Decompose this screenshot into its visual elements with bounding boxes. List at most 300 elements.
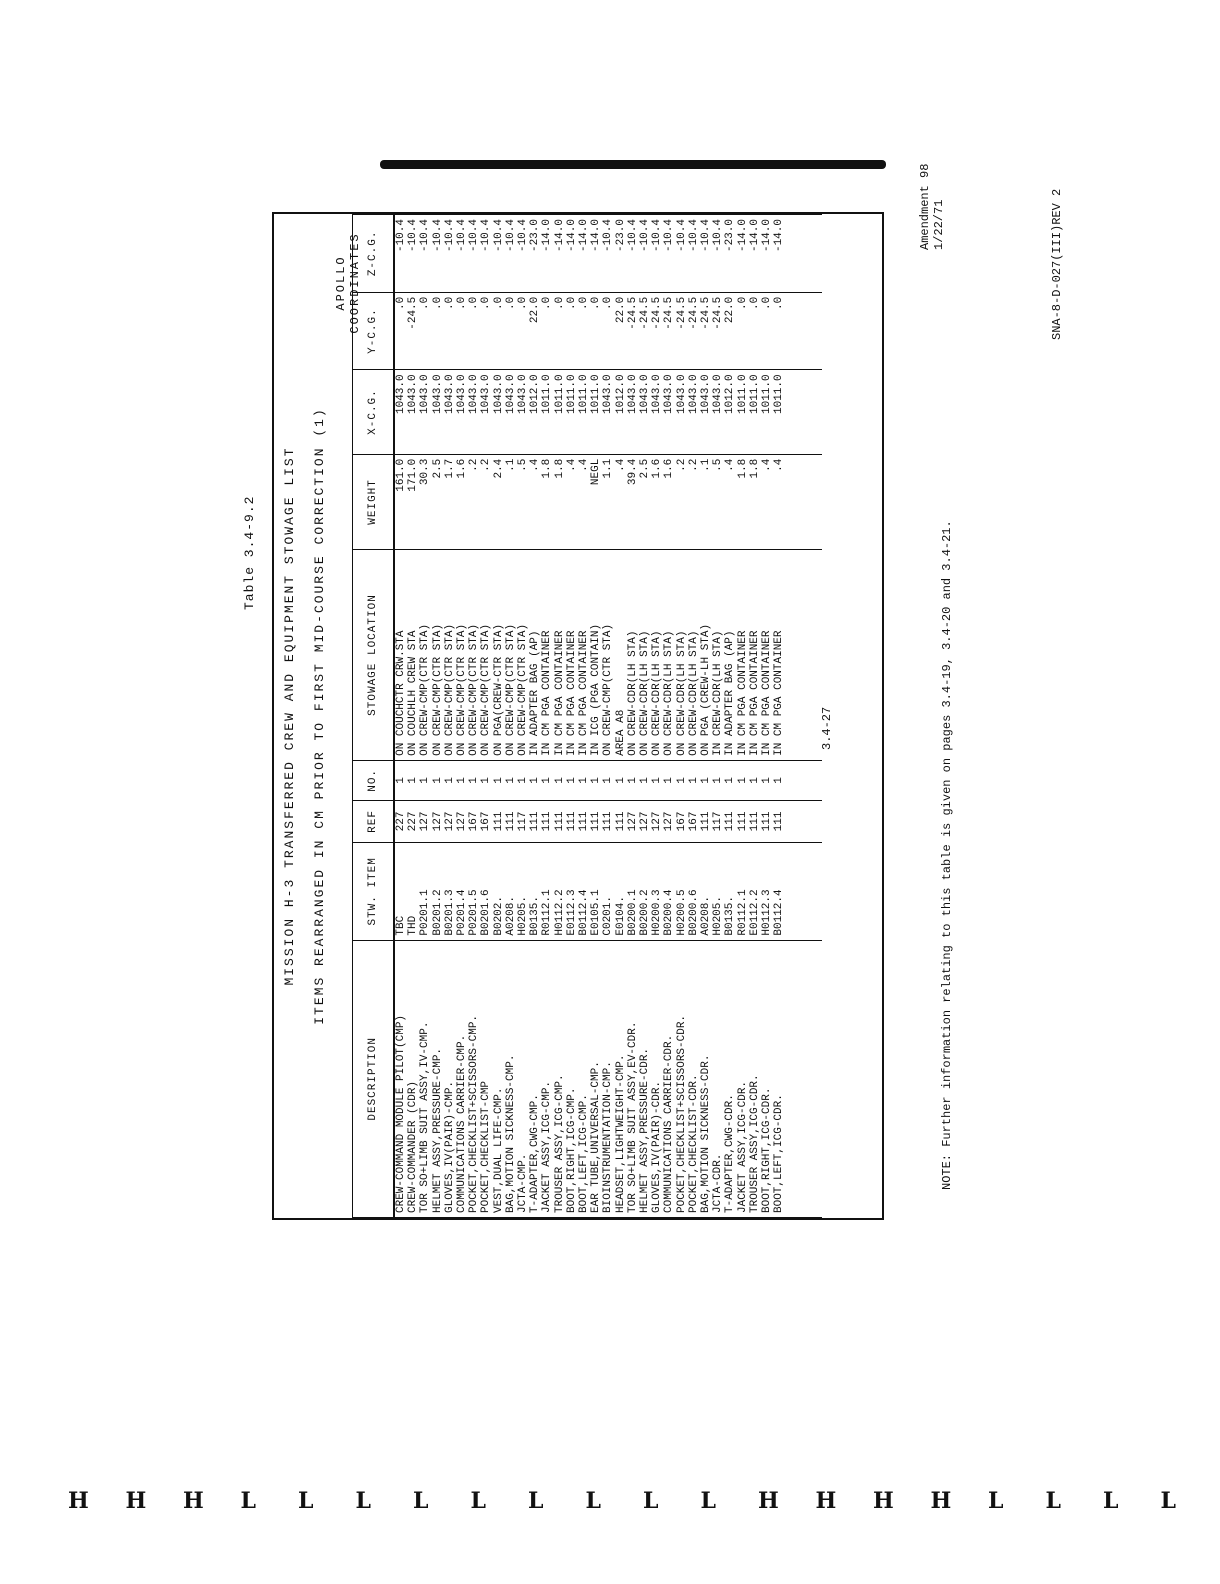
cell-no: 1 (712, 760, 724, 800)
footer-mark: L (413, 1488, 429, 1514)
cell-stowage-location: IN ADAPTER BAG (AP) (529, 550, 541, 761)
col-stowage-location: STOWAGE LOCATION (353, 550, 395, 761)
cell-z-cg: -10.4 (480, 215, 492, 293)
cell-x-cg: 1043.0 (663, 370, 675, 454)
cell-description: BOOT,LEFT,ICG-CMP. (578, 940, 590, 1217)
table-row (602, 215, 614, 1218)
cell-ref: 111 (773, 800, 785, 842)
cell-stw-item: B0200.2 (639, 843, 651, 941)
cell-x-cg: 1043.0 (444, 370, 456, 454)
col-weight: WEIGHT (353, 454, 395, 549)
cell-z-cg: -10.4 (700, 215, 712, 293)
cell-stowage-location: IN CREW-CDR(LH STA) (712, 550, 724, 761)
cell-x-cg: 1043.0 (651, 370, 663, 454)
cell-stowage-location: ON PGA (CREW-LH STA) (700, 550, 712, 761)
cell-x-cg: 1011.0 (749, 370, 761, 454)
cell-z-cg: -14.0 (761, 215, 773, 293)
cell-x-cg: 1043.0 (394, 370, 407, 454)
cell-x-cg: 1043.0 (700, 370, 712, 454)
cell-stowage-location: IN CM PGA CONTAINER (541, 550, 553, 761)
cell-z-cg: -10.4 (419, 215, 431, 293)
cell-x-cg: 1011.0 (578, 370, 590, 454)
cell-no: 1 (590, 760, 602, 800)
cell-stowage-location: ON CREW-CDR(LH STA) (663, 550, 675, 761)
cell-x-cg: 1043.0 (627, 370, 639, 454)
table-row (505, 215, 517, 1218)
cell-z-cg: -10.4 (663, 215, 675, 293)
footer-mark: H (930, 1488, 952, 1514)
table-padding-row (786, 215, 822, 1218)
amendment-block (918, 164, 946, 250)
cell-x-cg: 1012.0 (615, 370, 627, 454)
cell-stowage-location: ON CREW-CMP(CTR STA) (444, 550, 456, 761)
cell-no: 1 (541, 760, 553, 800)
cell-ref: 111 (554, 800, 566, 842)
cell-y-cg: .0 (541, 292, 553, 370)
cell-z-cg: -14.0 (578, 215, 590, 293)
cell-no: 1 (602, 760, 614, 800)
cell-ref: 111 (761, 800, 773, 842)
table-number: Table 3.4-9.2 (242, 495, 257, 610)
cell-stw-item: A0208. (505, 843, 517, 941)
cell-ref: 227 (394, 800, 407, 842)
cell-weight: 2.5 (432, 454, 444, 549)
cell-description: JACKET ASSY,ICG-CMP. (541, 940, 553, 1217)
table-row (432, 215, 444, 1218)
col-x-cg: X-C.G. (353, 370, 395, 454)
table-row (651, 215, 663, 1218)
cell-x-cg: 1011.0 (566, 370, 578, 454)
table-row (724, 215, 736, 1218)
cell-stowage-location: ON PGA(CREW-CTR STA) (493, 550, 505, 761)
cell-ref: 111 (566, 800, 578, 842)
cell-weight: .4 (529, 454, 541, 549)
cell-no: 1 (676, 760, 688, 800)
cell-y-cg: -24.5 (663, 292, 675, 370)
coordinates-header: APOLLO COORDINATES (334, 232, 362, 334)
cell-y-cg: .0 (749, 292, 761, 370)
cell-z-cg: -10.4 (676, 215, 688, 293)
cell-ref: 167 (676, 800, 688, 842)
cell-description: VEST,DUAL LIFE-CMP. (493, 940, 505, 1217)
table-row (419, 215, 431, 1218)
cell-stw-item: B0112.4 (773, 843, 785, 941)
cell-no: 1 (517, 760, 529, 800)
cell-y-cg: -24.5 (639, 292, 651, 370)
cell-no: 1 (639, 760, 651, 800)
cell-weight: 39.4 (627, 454, 639, 549)
cell-ref: 127 (419, 800, 431, 842)
footer-mark: H (125, 1488, 147, 1514)
cell-ref: 117 (517, 800, 529, 842)
cell-weight: 1.1 (602, 454, 614, 549)
cell-no: 1 (407, 760, 419, 800)
cell-x-cg: 1043.0 (432, 370, 444, 454)
cell-stw-item: E0104. (615, 843, 627, 941)
cell-z-cg: -10.4 (468, 215, 480, 293)
footer-marks (0, 1488, 1220, 1512)
cell-y-cg: .0 (566, 292, 578, 370)
cell-y-cg: .0 (578, 292, 590, 370)
footer-mark: L (240, 1488, 256, 1514)
footer-mark: H (758, 1488, 779, 1514)
cell-no: 1 (554, 760, 566, 800)
cell-weight: .5 (712, 454, 724, 549)
cell-description: BIOINSTRUMENTATION-CMP. (602, 940, 614, 1217)
cell-no: 1 (737, 760, 749, 800)
cell-z-cg: -10.4 (651, 215, 663, 293)
cell-stowage-location: IN CM PGA CONTAINER (737, 550, 749, 761)
table-row (761, 215, 773, 1218)
cell-y-cg: -24.5 (700, 292, 712, 370)
cell-x-cg: 1011.0 (554, 370, 566, 454)
col-ref: REF (353, 800, 395, 842)
cell-z-cg: -10.4 (394, 215, 407, 293)
cell-y-cg: .0 (432, 292, 444, 370)
table-row (773, 215, 785, 1218)
cell-stowage-location: ON CREW-CDR(LH STA) (688, 550, 700, 761)
amendment-line: Amendment 98 (918, 163, 932, 250)
cell-stowage-location: IN CM PGA CONTAINER (761, 550, 773, 761)
footer-mark: H (873, 1488, 894, 1514)
footer-mark: L (1045, 1488, 1061, 1514)
cell-weight: 161.0 (394, 454, 407, 549)
cell-no: 1 (505, 760, 517, 800)
cell-z-cg: -10.4 (407, 215, 419, 293)
cell-ref: 127 (627, 800, 639, 842)
cell-no: 1 (749, 760, 761, 800)
cell-weight: 1.6 (663, 454, 675, 549)
cell-ref: 111 (602, 800, 614, 842)
cell-stowage-location: ON COUCHLH CREW STA (407, 550, 419, 761)
table-row (590, 215, 602, 1218)
cell-description: POCKET,CHECKLIST-CMP (480, 940, 492, 1217)
cell-y-cg: -24.5 (688, 292, 700, 370)
cell-z-cg: -10.4 (602, 215, 614, 293)
cell-weight: .1 (505, 454, 517, 549)
cell-z-cg: -10.4 (517, 215, 529, 293)
cell-no: 1 (663, 760, 675, 800)
cell-y-cg: .0 (554, 292, 566, 370)
cell-stw-item: E0105.1 (590, 843, 602, 941)
cell-ref: 111 (615, 800, 627, 842)
page-number: 3.4-27 (820, 706, 834, 750)
cell-description: TROUSER ASSY,ICG-CMP. (554, 940, 566, 1217)
footer-mark: L (988, 1488, 1004, 1514)
cell-description: JACKET ASSY,ICG-CDR. (737, 940, 749, 1217)
footer-mark: H (183, 1488, 204, 1514)
cell-no: 1 (468, 760, 480, 800)
cell-ref: 167 (480, 800, 492, 842)
cell-stowage-location: ON CREW-CMP(CTR STA) (480, 550, 492, 761)
cell-description: COMMUNICATIONS CARRIER-CMP. (456, 940, 468, 1217)
cell-ref: 111 (541, 800, 553, 842)
table-subtitle: ITEMS REARRANGED IN CM PRIOR TO FIRST MID-COURSE CORRECTION (1) (312, 407, 327, 1025)
cell-weight: 1.6 (456, 454, 468, 549)
cell-ref: 127 (663, 800, 675, 842)
cell-stowage-location: ON CREW-CDR(LH STA) (639, 550, 651, 761)
table-row (688, 215, 700, 1218)
cell-stowage-location: ON CREW-CMP(CTR STA) (432, 550, 444, 761)
cell-y-cg: -24.5 (676, 292, 688, 370)
cell-weight: 171.0 (407, 454, 419, 549)
cell-weight: 1.8 (541, 454, 553, 549)
cell-no: 1 (773, 760, 785, 800)
cell-x-cg: 1011.0 (541, 370, 553, 454)
cell-stw-item: E0112.3 (566, 843, 578, 941)
cell-description: JCTA-CMP. (517, 940, 529, 1217)
cell-weight: .2 (688, 454, 700, 549)
table-body (394, 215, 822, 1218)
cell-y-cg: .0 (590, 292, 602, 370)
cell-weight: 2.4 (493, 454, 505, 549)
table-row (541, 215, 553, 1218)
cell-ref: 111 (529, 800, 541, 842)
cell-stowage-location: ON CREW-CMP(CTR STA) (517, 550, 529, 761)
cell-stowage-location: ON CREW-CDR(LH STA) (627, 550, 639, 761)
cell-weight: 1.7 (444, 454, 456, 549)
cell-stw-item: H0205. (517, 843, 529, 941)
cell-x-cg: 1043.0 (407, 370, 419, 454)
cell-y-cg: 22.0 (529, 292, 541, 370)
cell-no: 1 (700, 760, 712, 800)
table-row (749, 215, 761, 1218)
cell-x-cg: 1011.0 (590, 370, 602, 454)
cell-no: 1 (432, 760, 444, 800)
cell-ref: 127 (651, 800, 663, 842)
col-no: NO. (353, 760, 395, 800)
cell-z-cg: -23.0 (615, 215, 627, 293)
cell-description: GLOVES,IV(PAIR)-CDR. (651, 940, 663, 1217)
cell-y-cg: .0 (505, 292, 517, 370)
footer-mark: L (528, 1488, 544, 1514)
cell-no: 1 (651, 760, 663, 800)
cell-y-cg: .0 (480, 292, 492, 370)
cell-stowage-location: AREA A8 (615, 550, 627, 761)
footer-mark: L (643, 1488, 659, 1514)
cell-weight: NEGL (590, 454, 602, 549)
cell-description: COMMUNICATIONS CARRIER-CDR. (663, 940, 675, 1217)
cell-ref: 167 (688, 800, 700, 842)
cell-x-cg: 1012.0 (724, 370, 736, 454)
cell-ref: 111 (505, 800, 517, 842)
cell-stowage-location: ON CREW-CDR(LH STA) (651, 550, 663, 761)
cell-description: POCKET,CHECKLIST-CDR. (688, 940, 700, 1217)
cell-stw-item: P0201.5 (468, 843, 480, 941)
cell-no: 1 (578, 760, 590, 800)
cell-x-cg: 1043.0 (602, 370, 614, 454)
cell-no: 1 (456, 760, 468, 800)
table-row (712, 215, 724, 1218)
note: NOTE: Further information relating to this table is given on pages 3.4-19, 3.4-20 and 3.4-21. (940, 520, 954, 1190)
cell-z-cg: -10.4 (712, 215, 724, 293)
cell-ref: 111 (578, 800, 590, 842)
cell-z-cg: -23.0 (724, 215, 736, 293)
cell-stw-item: B0201.2 (432, 843, 444, 941)
cell-ref: 127 (432, 800, 444, 842)
cell-z-cg: -10.4 (627, 215, 639, 293)
cell-ref: 117 (712, 800, 724, 842)
cell-x-cg: 1011.0 (773, 370, 785, 454)
cell-description: CREW-COMMANDER (CDR) (407, 940, 419, 1217)
cell-no: 1 (615, 760, 627, 800)
footer-mark: L (355, 1488, 371, 1514)
cell-z-cg: -14.0 (737, 215, 749, 293)
col-description: DESCRIPTION (353, 940, 395, 1217)
cell-y-cg: .0 (493, 292, 505, 370)
table-row (627, 215, 639, 1218)
cell-x-cg: 1043.0 (676, 370, 688, 454)
cell-x-cg: 1011.0 (737, 370, 749, 454)
cell-stw-item: H0205. (712, 843, 724, 941)
cell-weight: .4 (761, 454, 773, 549)
cell-stw-item: B0135. (724, 843, 736, 941)
cell-no: 1 (394, 760, 407, 800)
cell-y-cg: .0 (773, 292, 785, 370)
cell-z-cg: -10.4 (505, 215, 517, 293)
cell-description: GLOVES,IV(PAIR)-CMP. (444, 940, 456, 1217)
cell-x-cg: 1043.0 (493, 370, 505, 454)
cell-y-cg: -24.5 (712, 292, 724, 370)
table-row (407, 215, 419, 1218)
cell-z-cg: -10.4 (493, 215, 505, 293)
cell-stw-item: B0200.1 (627, 843, 639, 941)
cell-stw-item: A0208. (700, 843, 712, 941)
cell-weight: 30.3 (419, 454, 431, 549)
cell-y-cg: .0 (517, 292, 529, 370)
table-row (456, 215, 468, 1218)
cell-x-cg: 1043.0 (712, 370, 724, 454)
footer-mark: H (68, 1488, 89, 1514)
cell-x-cg: 1043.0 (517, 370, 529, 454)
cell-x-cg: 1043.0 (480, 370, 492, 454)
cell-ref: 127 (456, 800, 468, 842)
cell-y-cg: .0 (761, 292, 773, 370)
cell-weight: .2 (480, 454, 492, 549)
cell-stw-item: B0135. (529, 843, 541, 941)
cell-stw-item: B0200.6 (688, 843, 700, 941)
cell-z-cg: -14.0 (773, 215, 785, 293)
cell-x-cg: 1011.0 (761, 370, 773, 454)
cell-stw-item: B0201.6 (480, 843, 492, 941)
cell-x-cg: 1043.0 (639, 370, 651, 454)
cell-ref: 111 (493, 800, 505, 842)
cell-description: POCKET,CHECKLIST+SCISSORS-CDR. (676, 940, 688, 1217)
table-row (444, 215, 456, 1218)
cell-x-cg: 1043.0 (419, 370, 431, 454)
cell-ref: 111 (737, 800, 749, 842)
cell-ref: 111 (724, 800, 736, 842)
cell-z-cg: -14.0 (554, 215, 566, 293)
table-row (700, 215, 712, 1218)
cell-y-cg: 22.0 (724, 292, 736, 370)
cell-no: 1 (419, 760, 431, 800)
cell-weight: .4 (724, 454, 736, 549)
cell-y-cg: .0 (602, 292, 614, 370)
cell-weight: .4 (773, 454, 785, 549)
footer-mark: H (815, 1488, 837, 1514)
cell-y-cg: .0 (444, 292, 456, 370)
cell-y-cg: -24.5 (627, 292, 639, 370)
cell-stw-item: P0201.4 (456, 843, 468, 941)
cell-y-cg: .0 (456, 292, 468, 370)
cell-stw-item: P0201.1 (419, 843, 431, 941)
cell-description: BAG,MOTION SICKNESS-CDR. (700, 940, 712, 1217)
cell-y-cg: .0 (468, 292, 480, 370)
cell-stowage-location: IN CM PGA CONTAINER (773, 550, 785, 761)
cell-stowage-location: IN CM PGA CONTAINER (566, 550, 578, 761)
cell-stowage-location: IN ICG (PGA CONTAIN) (590, 550, 602, 761)
table-row (737, 215, 749, 1218)
document-code: SNA-8-D-027(III)REV 2 (1050, 188, 1064, 340)
cell-y-cg: -24.5 (651, 292, 663, 370)
cell-weight: 1.8 (749, 454, 761, 549)
cell-y-cg: 22.0 (615, 292, 627, 370)
cell-description: TROUSER ASSY,ICG-CDR. (749, 940, 761, 1217)
cell-z-cg: -10.4 (444, 215, 456, 293)
cell-description: T-ADAPTER,CWG-CDR. (724, 940, 736, 1217)
cell-description: T-ADAPTER,CWG-CMP. (529, 940, 541, 1217)
cell-z-cg: -14.0 (590, 215, 602, 293)
table-row (468, 215, 480, 1218)
cell-description: BOOT,RIGHT,ICG-CMP. (566, 940, 578, 1217)
cell-z-cg: -14.0 (566, 215, 578, 293)
table-row (493, 215, 505, 1218)
cell-description: CREW-COMMAND MODULE PILOT(CMP) (394, 940, 407, 1217)
table-header-row (353, 215, 395, 1218)
cell-weight: .5 (517, 454, 529, 549)
cell-z-cg: -10.4 (688, 215, 700, 293)
cell-ref: 127 (639, 800, 651, 842)
footer-mark: L (470, 1488, 486, 1514)
footer-mark: L (298, 1488, 314, 1514)
table-row (394, 215, 407, 1218)
cell-no: 1 (761, 760, 773, 800)
cell-description: HEADSET,LIGHTWEIGHT-CMP. (615, 940, 627, 1217)
cell-stw-item: E0112.2 (749, 843, 761, 941)
cell-stowage-location: IN CM PGA CONTAINER (749, 550, 761, 761)
cell-stw-item: C0201. (602, 843, 614, 941)
cell-stw-item: B0202. (493, 843, 505, 941)
cell-stowage-location: ON CREW-CMP(CTR STA) (602, 550, 614, 761)
cell-description: HELMET ASSY,PRESSURE-CDR. (639, 940, 651, 1217)
cell-z-cg: -14.0 (749, 215, 761, 293)
cell-weight: 1.8 (737, 454, 749, 549)
cell-y-cg: .0 (737, 292, 749, 370)
cell-stw-item: B0112.4 (578, 843, 590, 941)
footer-mark: L (1160, 1488, 1176, 1514)
rotated-page (240, 0, 1064, 1400)
cell-stw-item: R0112.1 (541, 843, 553, 941)
cell-ref: 127 (444, 800, 456, 842)
cell-weight: .1 (700, 454, 712, 549)
cell-stw-item: THD (407, 843, 419, 941)
footer-mark: L (700, 1488, 716, 1514)
cell-weight: .4 (566, 454, 578, 549)
cell-z-cg: -10.4 (432, 215, 444, 293)
cell-description: BOOT,LEFT,ICG-CDR. (773, 940, 785, 1217)
cell-weight: .4 (578, 454, 590, 549)
cell-description: BOOT,RIGHT,ICG-CDR. (761, 940, 773, 1217)
cell-stowage-location: IN CM PGA CONTAINER (554, 550, 566, 761)
cell-z-cg: -14.0 (541, 215, 553, 293)
cell-z-cg: -23.0 (529, 215, 541, 293)
cell-description: BAG,MOTION SICKNESS-CMP. (505, 940, 517, 1217)
cell-no: 1 (493, 760, 505, 800)
cell-z-cg: -10.4 (456, 215, 468, 293)
table-row (639, 215, 651, 1218)
footer-mark: L (585, 1488, 601, 1514)
